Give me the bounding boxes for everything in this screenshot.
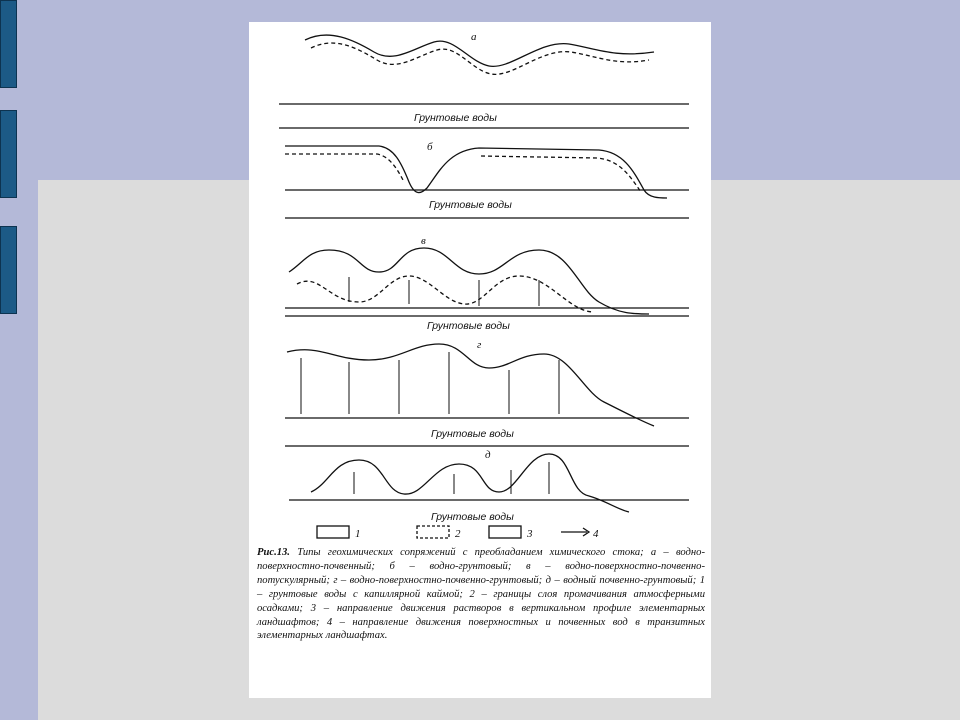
legend-3: 3 <box>527 528 533 540</box>
figure-caption <box>257 546 705 643</box>
panel-g-groundwater-label: Грунтовые воды <box>431 428 514 440</box>
legend-4: 4 <box>593 528 599 540</box>
legend <box>355 528 599 540</box>
panel-letters <box>421 31 491 461</box>
panel-d-surface <box>311 454 629 512</box>
caption-title: Рис.13. <box>257 547 290 558</box>
panel-c-wetting-front <box>297 276 594 312</box>
panel-c-letter: в <box>421 235 426 247</box>
panel-b-wetting-front <box>285 154 641 192</box>
side-tab-3 <box>0 226 17 314</box>
panel-b-letter: б <box>427 141 433 153</box>
panel-d-groundwater-label: Грунтовые воды <box>431 511 514 523</box>
figure-image <box>249 22 711 698</box>
side-tab-1 <box>0 0 17 88</box>
legend-2: 2 <box>455 528 461 540</box>
caption-text: Типы геохимических сопряжений с преобладанием химического стока; а – водно-поверхностно-почвенный; б – водно-грунтовый; в – водно-поверхностно-почвенно-потускулярный; г – водно-поверхностно-почвенно-грунтовый; д – водный почвенно-грунтовый; 1 – грунтовые воды с капиллярной каймой; 2 – границы слоя промачивания атмосферными осадками; 3 – направление движения растворов в вертикальном профиле элементарных ландшафтов; 4 – направление движения поверхностных и почвенных вод в транзитных элементарных ландшафтах. <box>257 547 705 642</box>
panel-a-wetting-front <box>311 43 649 74</box>
panel-a-letter: а <box>471 31 477 43</box>
panel-g-surface <box>287 344 654 426</box>
panel-a-groundwater-label: Грунтовые воды <box>414 112 497 124</box>
panel-c-groundwater-label: Грунтовые воды <box>427 320 510 332</box>
side-tab-2 <box>0 110 17 198</box>
panel-d-letter: д <box>485 449 491 461</box>
panel-b-groundwater-label: Грунтовые воды <box>429 199 512 211</box>
legend-1: 1 <box>355 528 361 540</box>
panel-g-letter: г <box>477 339 482 351</box>
groundwater-labels <box>414 112 514 523</box>
panel-a-surface <box>305 35 654 66</box>
